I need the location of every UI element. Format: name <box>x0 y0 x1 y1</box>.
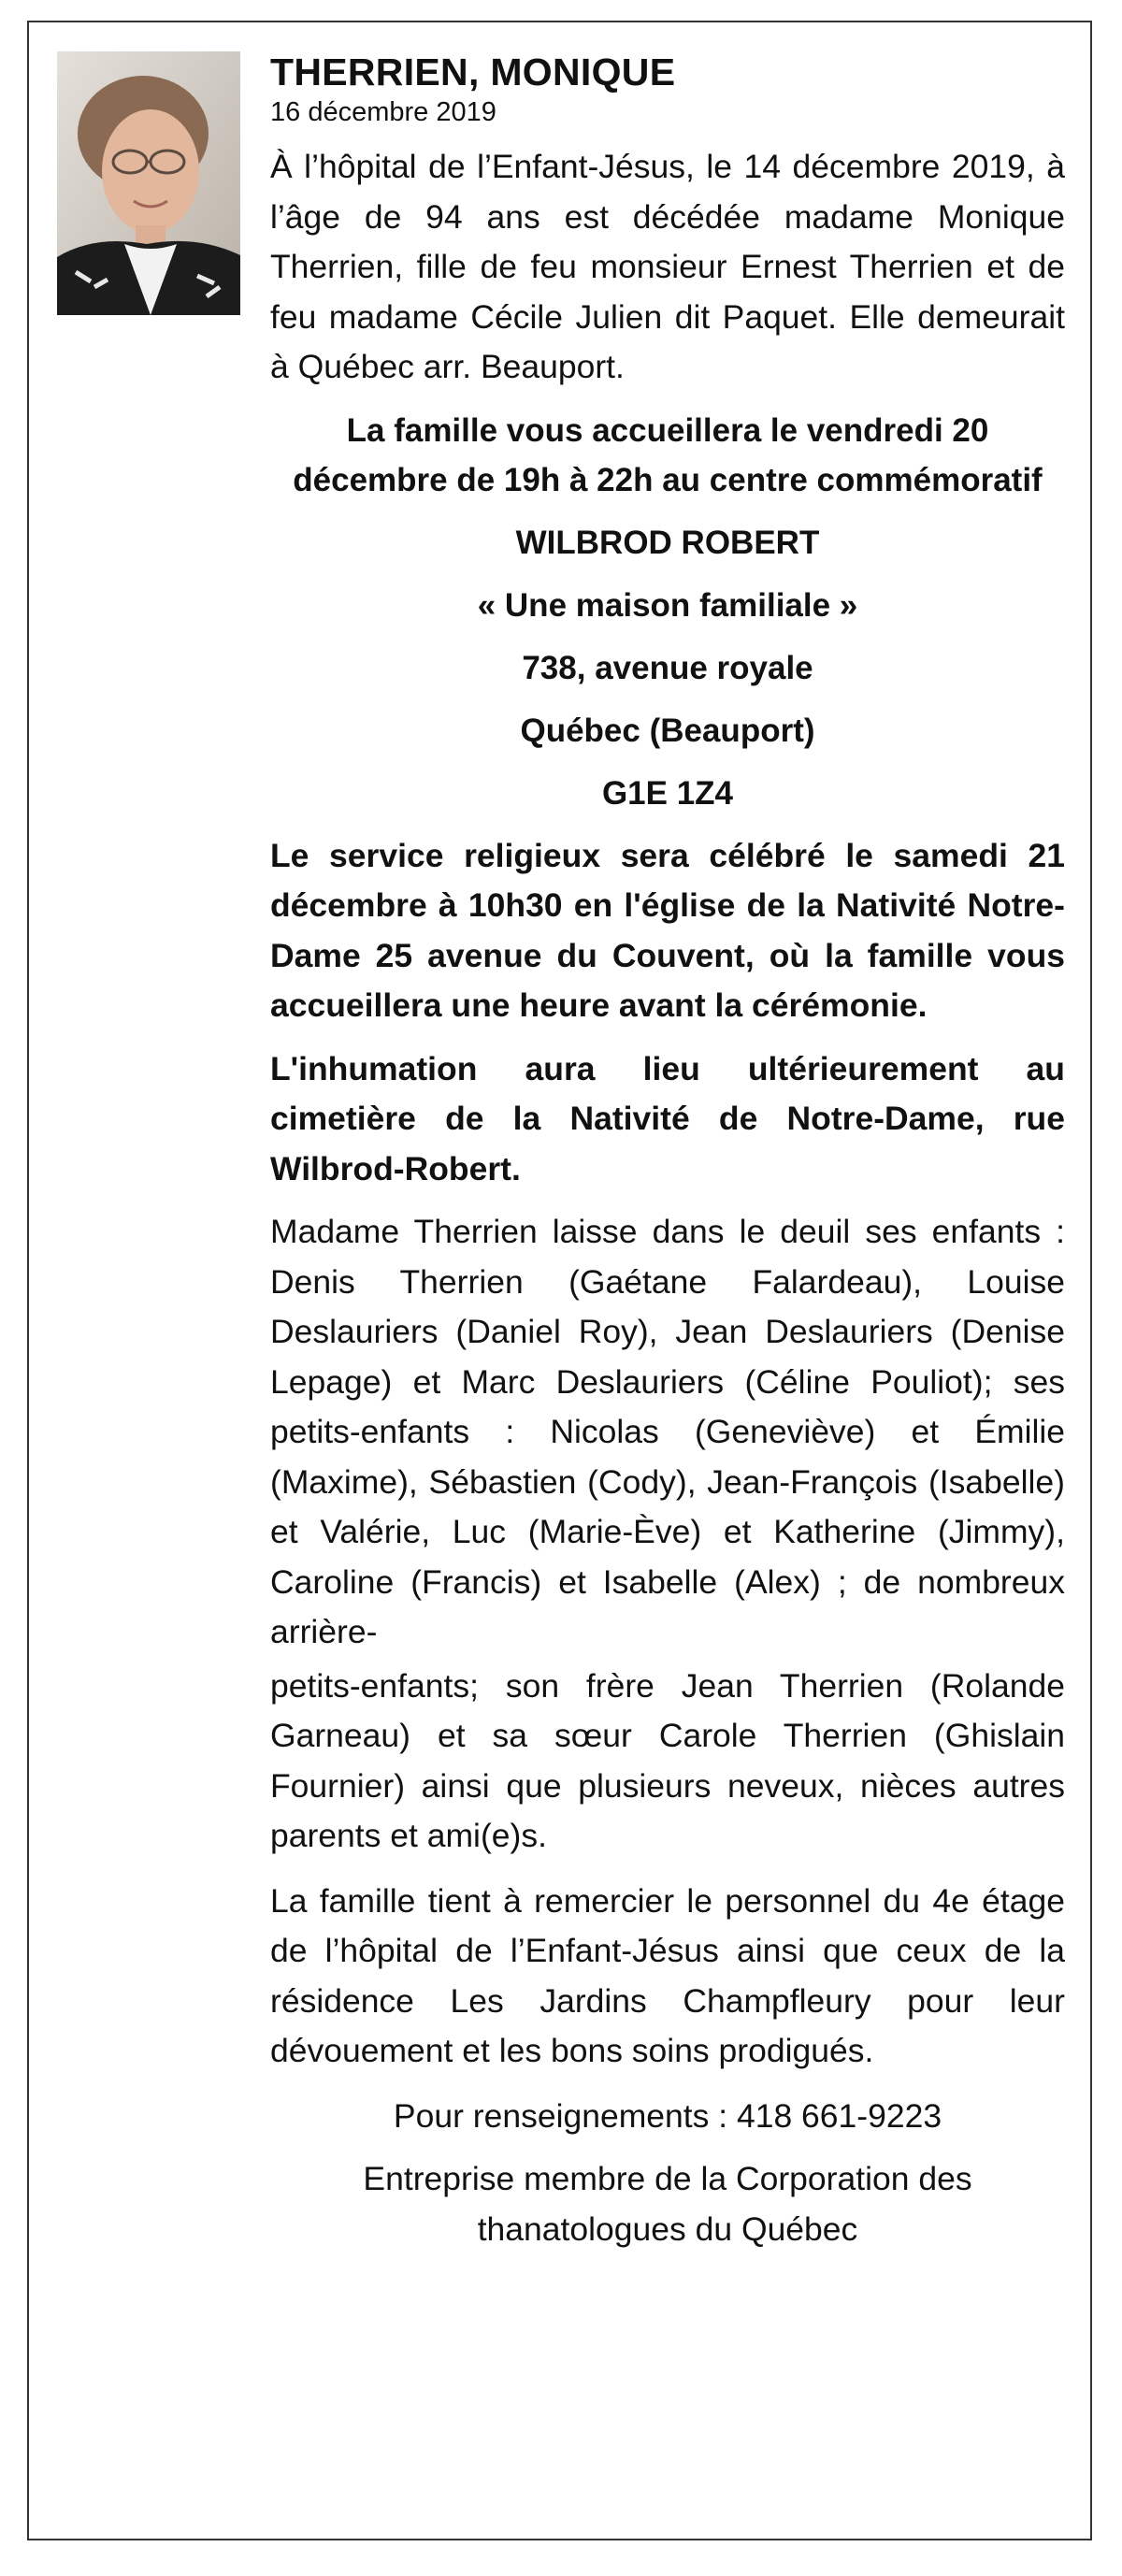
portrait-photo <box>57 51 240 315</box>
funeral-home-name: WILBROD ROBERT <box>515 524 820 561</box>
funeral-home-city: Québec (Beauport) <box>520 712 815 749</box>
burial-paragraph: L'inhumation aura lieu ultérieurement au cimetière de la Nativité de Notre-Dame, rue Wilbrod-Robert. <box>270 1049 1065 1187</box>
funeral-home-street: 738, avenue royale <box>522 649 813 686</box>
membership-line-2: thanatologues du Québec <box>477 2209 858 2248</box>
survivors-paragraph-continued: petits-enfants; son frère Jean Therrien (Rolande Garneau) et sa sœur Carole Therrien (Ghislain Fournier) ainsi que plusieurs neveux, nièces autres parents et ami(e)s. <box>270 1666 1065 1854</box>
survivors-paragraph: Madame Therrien laisse dans le deuil ses enfants : Denis Therrien (Gaétane Falardeau), Louise Deslauriers (Daniel Roy), Jean Deslauriers (Denise Lepage) et Marc Deslauriers (Céline Pouliot); ses petits-enfants : Nicolas (Geneviève) et Émilie (Maxime), Sébastien (Cody), Jean-François (Isabelle) et Valérie, Luc (Marie-Ève) et Katherine (Jimmy), Caroline (Francis) et Isabelle (Alex) ; de nombreux arrière- <box>270 1213 1065 1650</box>
membership-line-1: Entreprise membre de la Corporation des <box>363 2160 972 2197</box>
visitation-notice: La famille vous accueillera le vendredi 20 décembre de 19h à 22h au centre commémoratif <box>293 411 1043 498</box>
service-paragraph: Le service religieux sera célébré le samedi 21 décembre à 10h30 en l'église de la Nativité Notre-Dame 25 avenue du Couvent, où la famille vous accueillera une heure avant la cérémonie. <box>270 836 1065 1024</box>
contact-info: Pour renseignements : 418 661-9223 <box>393 2096 942 2135</box>
publication-date: 16 décembre 2019 <box>270 97 496 127</box>
obituary-content <box>270 49 1065 2254</box>
deceased-name: THERRIEN, MONIQUE <box>270 50 676 94</box>
thanks-paragraph: La famille tient à remercier le personnel du 4e étage de l’hôpital de l’Enfant-Jésus ainsi que ceux de la résidence Les Jardins Champfleury pour leur dévouement et les bons soins prodigués. <box>270 1881 1065 2069</box>
intro-paragraph: À l’hôpital de l’Enfant-Jésus, le 14 décembre 2019, à l’âge de 94 ans est décédée madame Monique Therrien, fille de feu monsieur Ernest Therrien et de feu madame Cécile Julien dit Paquet. Elle demeurait à Québec arr. Beauport. <box>270 148 1065 385</box>
funeral-home-postal-code: G1E 1Z4 <box>601 774 734 812</box>
funeral-home-slogan: « Une maison familiale » <box>477 586 858 624</box>
